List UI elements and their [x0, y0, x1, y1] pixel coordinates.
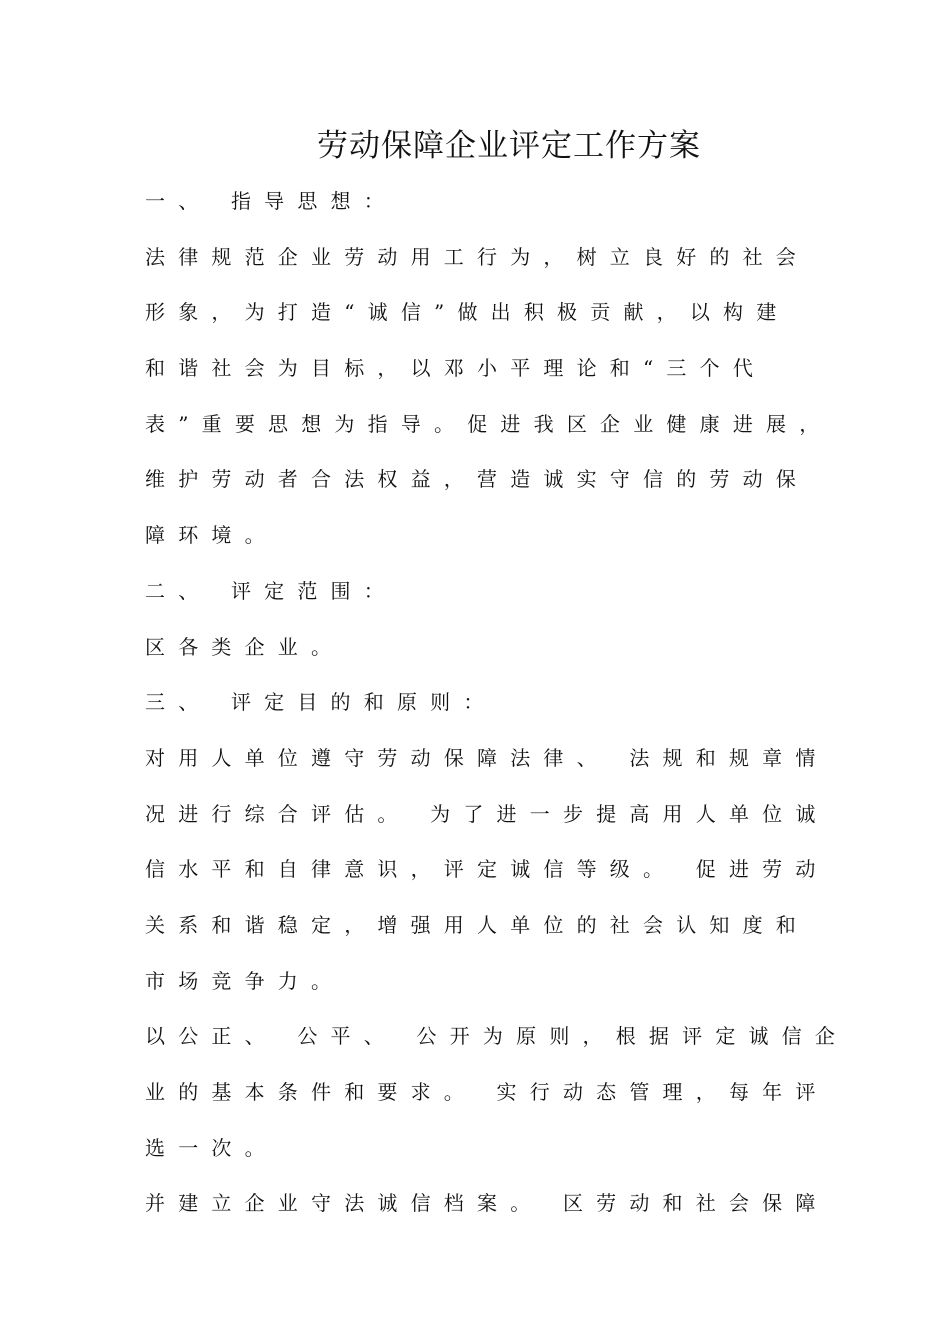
- paragraph-line: 市场竞争力。: [145, 968, 345, 993]
- document-title: 劳动保障企业评定工作方案: [317, 128, 701, 164]
- paragraph-line: 区各类企业。: [145, 634, 345, 659]
- paragraph-line: 对用人单位遵守劳动保障法律、 法规和规章情: [145, 745, 829, 770]
- section-heading-guiding-thought: 一、 指导思想：: [145, 189, 397, 213]
- paragraph-line: 关系和谐稳定，增强用人单位的社会认知度和: [145, 912, 809, 937]
- paragraph-line: 和谐社会为目标，以邓小平理论和“三个代: [145, 356, 767, 381]
- paragraph-line: 形象，为打造“诚信”做出积极贡献，以构建: [145, 300, 790, 325]
- paragraph-line: 信水平和自律意识，评定诚信等级。 促进劳动: [145, 857, 829, 882]
- section-heading-purpose-principles: 三、 评定目的和原则：: [145, 690, 497, 715]
- paragraph-line: 表”重要思想为指导。促进我区企业健康进展，: [145, 411, 833, 436]
- document-body: [145, 186, 945, 1244]
- paragraph-line: 选一次。: [145, 1135, 278, 1160]
- paragraph-line: 障环境。: [145, 523, 278, 548]
- section-heading-scope: 二、 评定范围：: [145, 578, 397, 603]
- paragraph-line: 维护劳动者合法权益，营造诚实守信的劳动保: [145, 467, 809, 492]
- paragraph-line: 业的基本条件和要求。 实行动态管理，每年评: [145, 1080, 829, 1104]
- paragraph-line: 并建立企业守法诚信档案。 区劳动和社会保障: [145, 1191, 829, 1216]
- paragraph-line: 况进行综合评估。 为了进一步提高用人单位诚: [145, 801, 829, 826]
- paragraph-line: 法律规范企业劳动用工行为，树立良好的社会: [145, 244, 809, 269]
- paragraph-line: 以公正、 公平、 公开为原则，根据评定诚信企: [145, 1024, 849, 1049]
